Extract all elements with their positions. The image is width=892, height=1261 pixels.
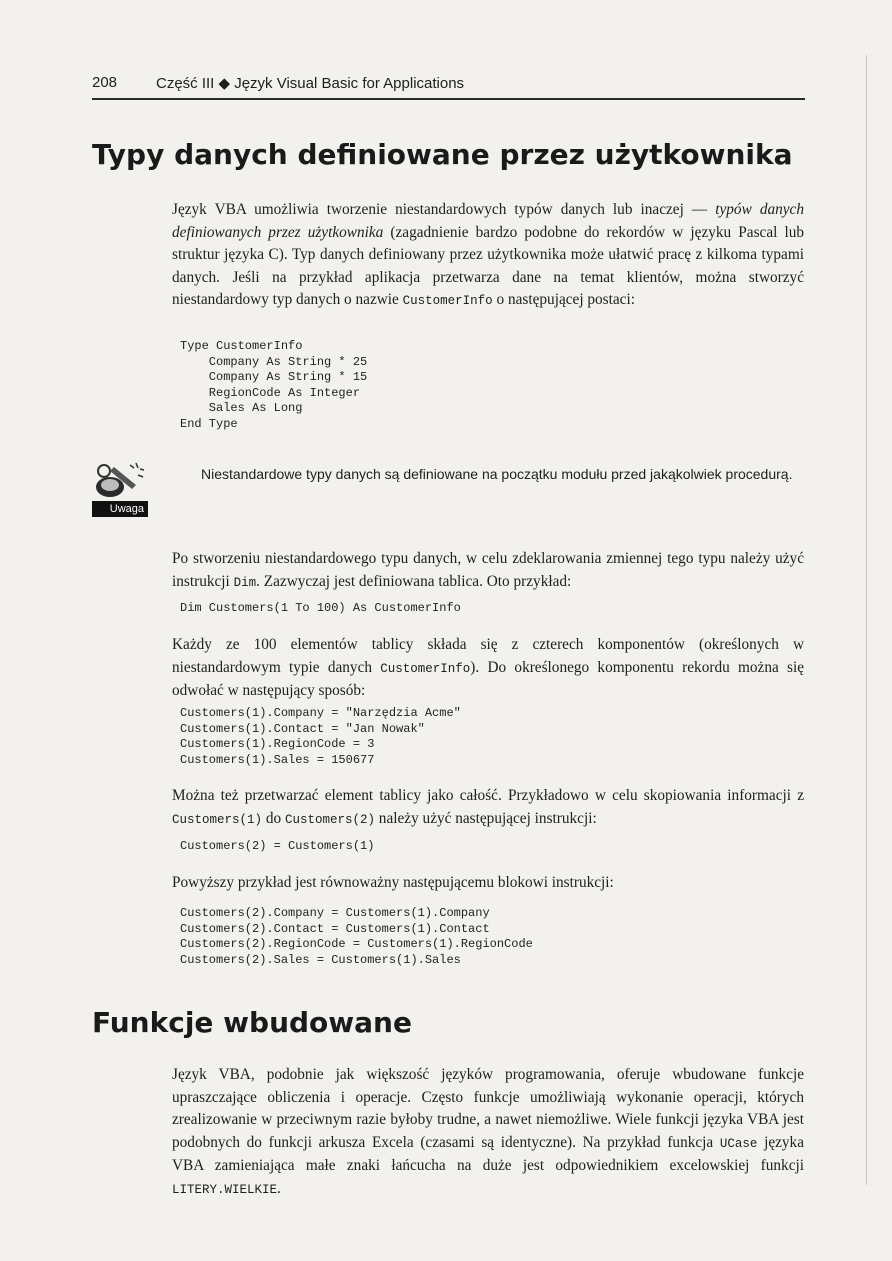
- text-run: języka VBA zamieniająca małe znaki łańcucha na duże jest odpowiednikiem excelowskiej funkcji: [172, 1133, 804, 1174]
- text-run: do: [262, 809, 285, 827]
- inline-code: CustomerInfo: [380, 661, 471, 676]
- inline-code: Customers(2): [284, 812, 375, 827]
- code-block-equivalent: Customers(2).Company = Customers(1).Company Customers(2).Contact = Customers(1).Contact Customers(2).RegionCode = Customers(1).RegionCode Customers(2).Sales = Customers(1).Sales: [180, 906, 533, 967]
- note-icon: [92, 461, 148, 519]
- code-block-copy: Customers(2) = Customers(1): [180, 839, 375, 853]
- text-run: ). Do określonego komponentu rekordu można się odwołać w następujący sposób:: [172, 658, 805, 699]
- text-run: Język VBA umożliwia tworzenie niestandardowych typów danych lub inaczej —: [172, 201, 716, 218]
- text-run: . Zazwyczaj jest definiowana tablica. Oto przykład:: [256, 572, 572, 590]
- text-run: Po stworzeniu niestandardowego typu danych, w celu zdeklarowania zmiennej tego typu należy użyć instrukcji: [172, 550, 804, 590]
- inline-code: CustomerInfo: [402, 294, 493, 308]
- paragraph-whole-element: [172, 785, 804, 831]
- inline-code: LITERY.WIELKIE: [172, 1182, 278, 1197]
- running-header-title: Część III ◆ Język Visual Basic for Applications: [156, 75, 465, 92]
- paragraph-builtin-functions: [172, 1064, 804, 1201]
- text-run: o następującej postaci:: [492, 291, 635, 308]
- running-header: [92, 72, 805, 98]
- paragraph-equivalent: Powyższy przykład jest równoważny następującemu blokowi instrukcji:: [172, 874, 614, 891]
- inline-code: Customers(1): [172, 812, 263, 827]
- text-run: (zagadnienie bardzo podobne do rekordów w języku Pascal lub struktur języka C). Typ danych definiowany przez użytkownika może ułatwić pracę z kilkoma typami danych. Jeśli na przykład aplikacja przetwarza dane na temat klientów, można stworzyć niestandardowy typ danych o nazwie: [172, 223, 804, 308]
- note-label: Uwaga: [92, 501, 148, 517]
- note-pencil-icon: [92, 461, 148, 503]
- inline-code: UCase: [719, 1136, 758, 1151]
- paragraph-intro: [172, 199, 804, 313]
- code-block-assignments: Customers(1).Company = "Narzędzia Acme" Customers(1).Contact = "Jan Nowak" Customers(1).RegionCode = 3 Customers(1).Sales = 150677: [180, 706, 461, 767]
- header-rule: [92, 98, 805, 100]
- page-edge-line: [866, 55, 867, 1185]
- page-number: 208: [92, 74, 118, 91]
- note-text: Niestandardowe typy danych są definiowane na początku modułu przed jakąkolwiek procedurą.: [201, 466, 793, 482]
- code-block-dim: Dim Customers(1 To 100) As CustomerInfo: [180, 601, 461, 615]
- paragraph-dim: [172, 548, 804, 594]
- section-heading-builtin-functions: Funkcje wbudowane: [92, 1006, 412, 1039]
- emphasis-term: typów danych definiowanych przez użytkownika: [172, 201, 804, 241]
- inline-code: Dim: [233, 575, 257, 590]
- text-run: Można też przetwarzać element tablicy jako całość. Przykładowo w celu skopiowania informacji z: [172, 787, 804, 804]
- text-run: Każdy ze 100 elementów tablicy składa się z czterech komponentów (określonych w niestandardowym typie danych: [172, 636, 804, 676]
- paragraph-components: [172, 634, 804, 703]
- text-run: .: [277, 1179, 281, 1197]
- text-run: Język VBA, podobnie jak większość języków programowania, oferuje wbudowane funkcje upraszczające obliczenia i operacje. Często funkcje umożliwiają wykonanie operacji, których zrealizowanie w przeciwnym razie byłoby trudne, a nawet niemożliwe. Wiele funkcji języka VBA jest podobnych do funkcji arkusza Excela (czasami są identyczne). Na przykład funkcja: [172, 1066, 804, 1151]
- section-heading-user-types: Typy danych definiowane przez użytkownika: [92, 138, 793, 171]
- text-run: należy użyć następującej instrukcji:: [374, 809, 597, 827]
- code-block-type-definition: Type CustomerInfo Company As String * 25 Company As String * 15 RegionCode As Integer Sales As Long End Type: [180, 339, 368, 431]
